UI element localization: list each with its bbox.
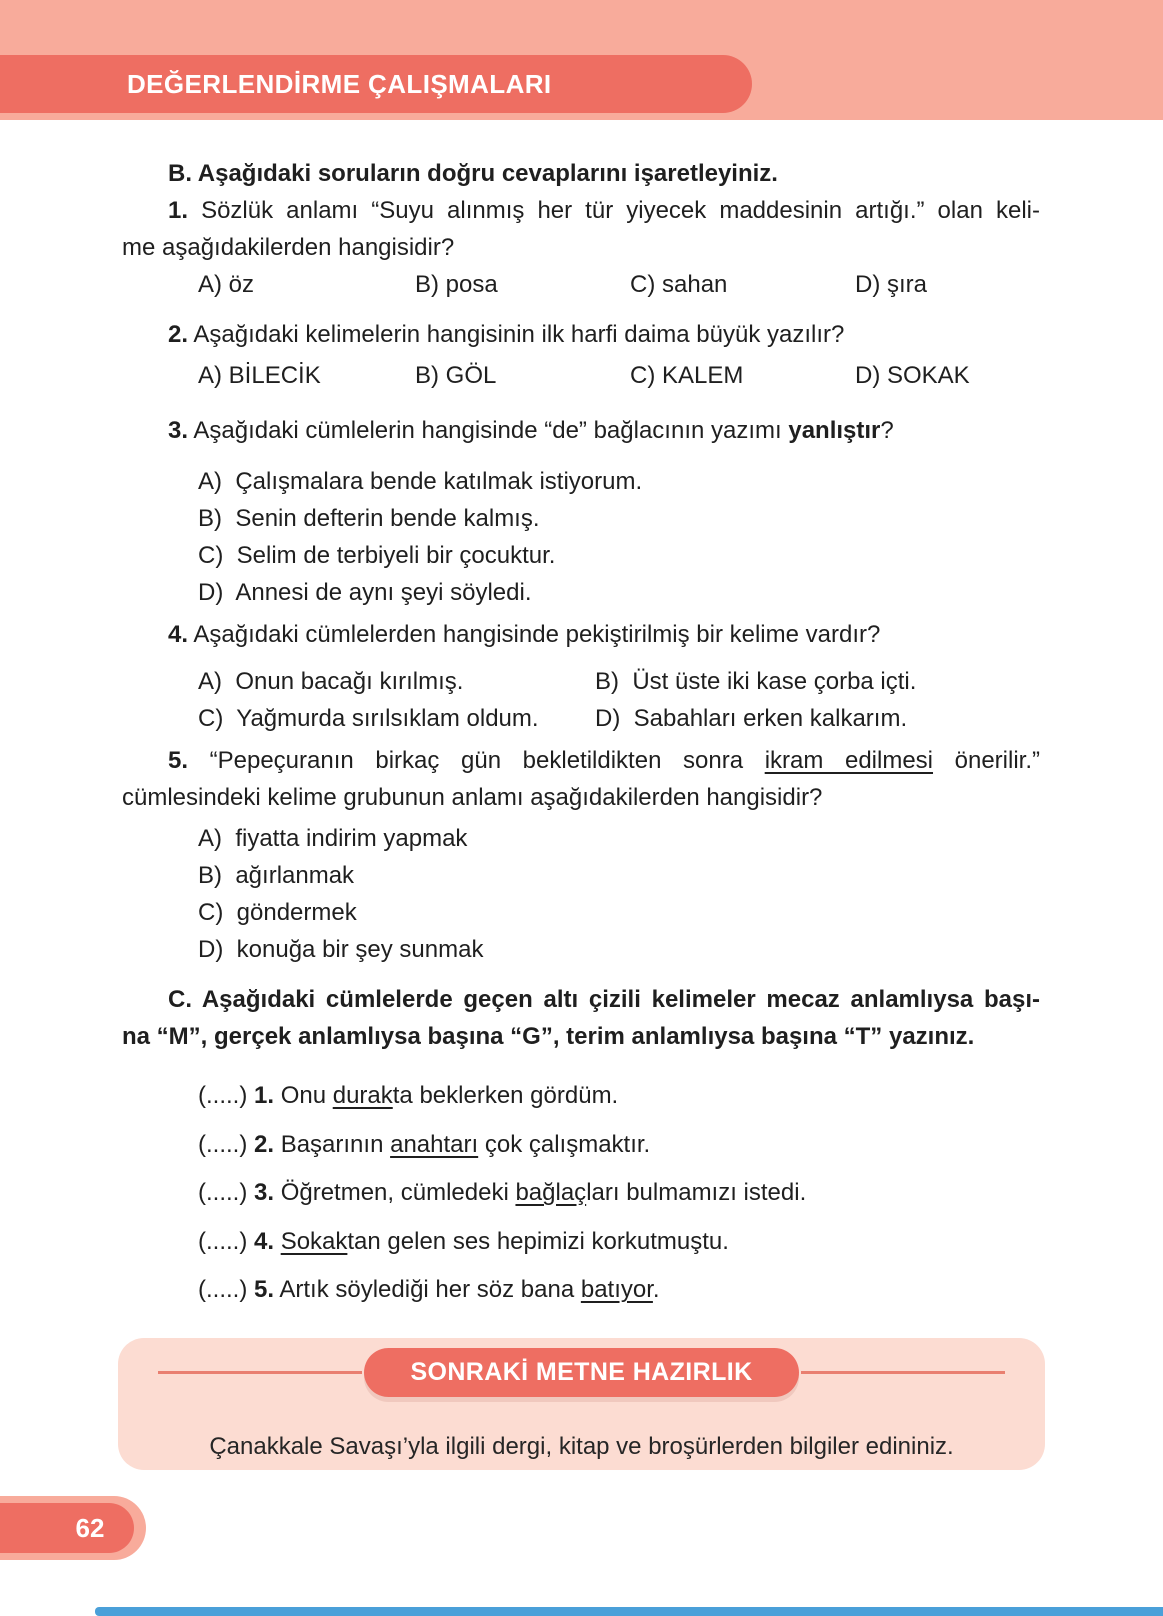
page-number: 62 — [75, 1512, 105, 1543]
prep-box-title-pill — [364, 1348, 798, 1397]
question-5-options — [122, 820, 1040, 968]
option-b: B) Üst üste iki kase çorba içti. — [595, 668, 917, 695]
option-c: C) KALEM — [630, 362, 744, 389]
question-3-line1: 3. Aşağıdaki cümlelerin hangisinde “de” bağlacının yazımı yanlıştır? — [168, 417, 894, 444]
option-d: D) SOKAK — [855, 362, 970, 389]
c-item-4: (.....) 4. Sokaktan gelen ses hepimizi korkutmuştu. — [198, 1228, 729, 1255]
question-2 — [122, 316, 1040, 394]
page-number-badge — [0, 1496, 146, 1560]
option-a: A) Onun bacağı kırılmış. — [198, 668, 464, 695]
prep-box-instruction: Çanakkale Savaşı’yla ilgili dergi, kitap ve broşürlerden bilgiler edininiz. — [209, 1433, 954, 1460]
question-4-options-row2 — [122, 700, 1040, 737]
underlined-word: Sokak — [280, 1228, 348, 1255]
option-c: C) Yağmurda sırılsıklam oldum. — [198, 705, 539, 732]
question-5 — [122, 742, 1040, 968]
c-item-3: (.....) 3. Öğretmen, cümledeki bağlaçları bulmamızı istedi. — [198, 1179, 807, 1206]
section-b-heading: B. Aşağıdaki soruların doğru cevaplarını işaretleyiniz. — [168, 160, 778, 187]
answer-blank: (.....) — [198, 1276, 248, 1303]
question-4 — [122, 616, 1040, 737]
question-5-line1: 5. “Pepeçuranın birkaç gün bekletildikten sonra ikram edilmesi önerilir.” — [168, 747, 1040, 774]
section-c-heading: C. Aşağıdaki cümlelerde geçen altı çizili kelimeler mecaz anlamlıysa başı- na “M”, gerçek anlamlıysa başına “G”, terim anlamlıysa başına “T” yazınız. — [122, 986, 1040, 1050]
prep-box-header — [158, 1348, 1005, 1397]
option-a: A) Çalışmalara bende katılmak istiyorum. — [198, 468, 643, 495]
next-text-preparation-box — [118, 1338, 1045, 1470]
section-header-title: DEĞERLENDİRME ÇALIŞMALARI — [127, 68, 552, 99]
option-d: D) şıra — [855, 271, 927, 298]
option-a: A) fiyatta indirim yapmak — [198, 825, 468, 852]
decorative-line-right — [801, 1371, 1005, 1374]
answer-blank: (.....) — [198, 1082, 248, 1109]
option-b: B) GÖL — [415, 362, 497, 389]
option-d: D) Annesi de aynı şeyi söyledi. — [198, 579, 532, 606]
question-4-line1: 4. Aşağıdaki cümlelerden hangisinde pekiştirilmiş bir kelime vardır? — [168, 621, 881, 648]
c-item-2: (.....) 2. Başarının anahtarı çok çalışmaktır. — [198, 1131, 651, 1158]
c-item-5: (.....) 5. Artık söylediği her söz bana batıyor. — [198, 1276, 660, 1303]
option-a: A) BİLECİK — [198, 362, 321, 389]
question-4-options-row1 — [122, 663, 1040, 700]
c-item-1: (.....) 1. Onu durakta beklerken gördüm. — [198, 1082, 619, 1109]
option-c: C) sahan — [630, 271, 728, 298]
underlined-word: batıyor — [580, 1276, 653, 1303]
question-3-options — [122, 463, 1040, 611]
underlined-phrase: ikram edilmesi — [764, 747, 934, 774]
answer-blank: (.....) — [198, 1179, 248, 1206]
page-number-pill — [0, 1503, 134, 1553]
underlined-word: durak — [332, 1082, 393, 1109]
question-3 — [122, 412, 1040, 611]
question-1-options — [122, 266, 1040, 303]
option-d: D) konuğa bir şey sunmak — [198, 936, 484, 963]
option-d: D) Sabahları erken kalkarım. — [595, 705, 908, 732]
bottom-accent-bar — [95, 1607, 1163, 1616]
question-2-line1: 2. Aşağıdaki kelimelerin hangisinin ilk harfi daima büyük yazılır? — [168, 321, 845, 348]
decorative-line-left — [158, 1371, 362, 1374]
question-1-line2: me aşağıdakilerden hangisidir? — [122, 234, 455, 261]
question-2-options — [122, 357, 1040, 394]
question-1 — [122, 192, 1040, 303]
question-1-line1: 1. Sözlük anlamı “Suyu alınmış her tür yiyecek maddesinin artığı.” olan keli- — [168, 197, 1040, 224]
answer-blank: (.....) — [198, 1131, 248, 1158]
answer-blank: (.....) — [198, 1228, 248, 1255]
section-header — [0, 55, 752, 113]
option-c: C) Selim de terbiyeli bir çocuktur. — [198, 542, 556, 569]
underlined-word: bağlaç — [515, 1179, 587, 1206]
question-5-line2: cümlesindeki kelime grubunun anlamı aşağıdakilerden hangisidir? — [122, 784, 823, 811]
option-b: B) Senin defterin bende kalmış. — [198, 505, 540, 532]
option-a: A) öz — [198, 271, 255, 298]
option-c: C) göndermek — [198, 899, 357, 926]
prep-box-title: SONRAKİ METNE HAZIRLIK — [410, 1358, 753, 1386]
option-b: B) ağırlanmak — [198, 862, 355, 889]
option-b: B) posa — [415, 271, 498, 298]
underlined-word: anahtarı — [390, 1131, 479, 1158]
